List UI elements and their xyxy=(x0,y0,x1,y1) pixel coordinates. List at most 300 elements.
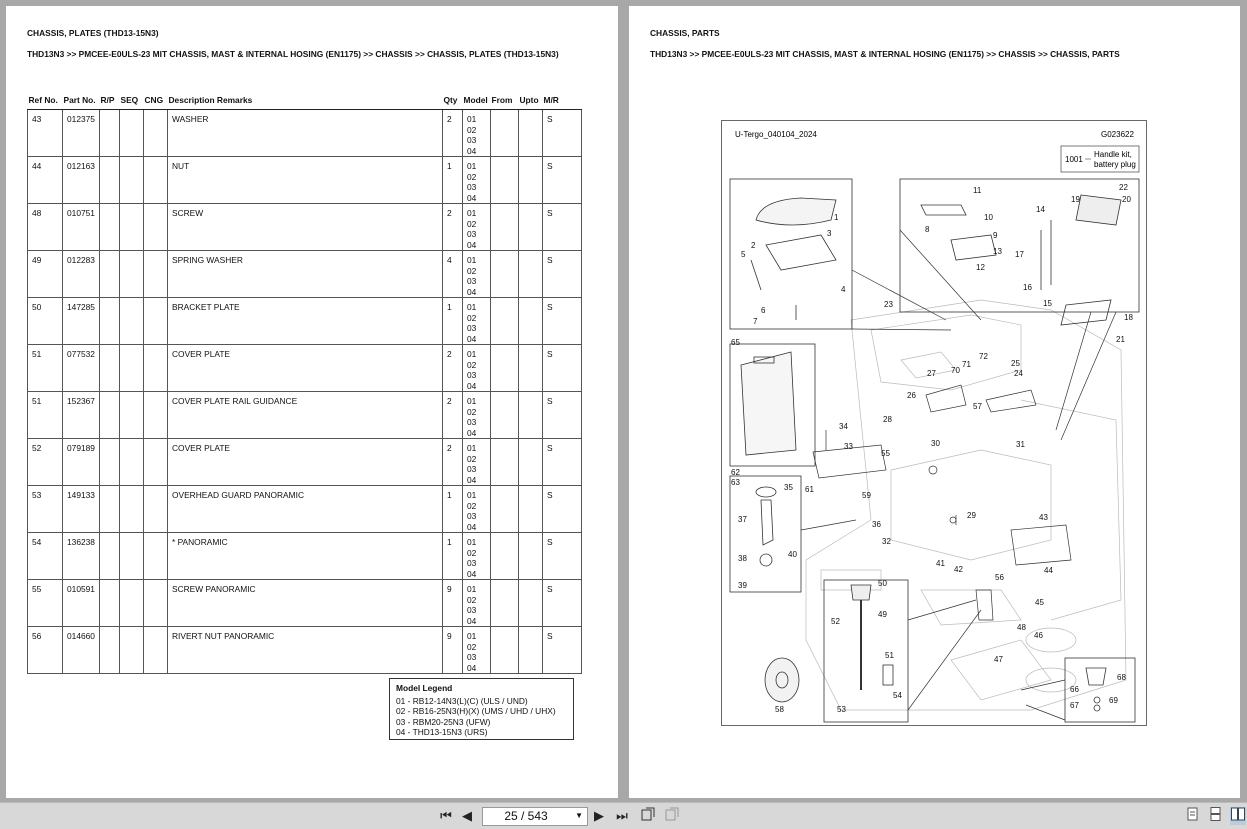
table-row xyxy=(28,204,582,251)
callout-number: 39 xyxy=(738,581,747,590)
description-cell: * PANORAMIC xyxy=(168,533,443,580)
parts-table xyxy=(27,94,582,674)
model-code: 03 xyxy=(467,135,477,145)
from-cell xyxy=(491,392,519,439)
model-legend-title: Model Legend xyxy=(396,683,453,693)
model-code: 01 xyxy=(467,208,477,218)
mr-cell: S xyxy=(543,298,582,345)
description-cell: NUT xyxy=(168,157,443,204)
model-code: 03 xyxy=(467,417,477,427)
seq-cell xyxy=(120,533,144,580)
right-page xyxy=(629,6,1240,798)
qty-cell: 4 xyxy=(443,251,463,298)
callout-number: 41 xyxy=(936,559,945,568)
callout-number: 67 xyxy=(1070,701,1079,710)
model-cell xyxy=(463,580,491,627)
from-cell xyxy=(491,298,519,345)
model-code: 02 xyxy=(467,312,477,323)
part-no-cell: 077532 xyxy=(63,345,100,392)
table-header xyxy=(28,94,582,110)
description-cell: COVER PLATE xyxy=(168,439,443,486)
description-cell: SCREW xyxy=(168,204,443,251)
model-code: 04 xyxy=(467,568,477,579)
callout-number: 45 xyxy=(1035,598,1044,607)
note-line-2: battery plug xyxy=(1094,160,1136,169)
rp-cell xyxy=(100,486,120,533)
table-row xyxy=(28,580,582,627)
callout-number: 8 xyxy=(925,225,930,234)
model-code: 03 xyxy=(467,605,477,615)
model-cell xyxy=(463,486,491,533)
model-cell xyxy=(463,533,491,580)
callout-number: 15 xyxy=(1043,299,1052,308)
qty-cell: 1 xyxy=(443,298,463,345)
callout-number: 17 xyxy=(1015,250,1024,259)
table-row xyxy=(28,439,582,486)
model-code: 01 xyxy=(467,631,477,641)
ref-no-cell: 43 xyxy=(28,110,63,157)
seq-cell xyxy=(120,439,144,486)
model-code: 04 xyxy=(467,333,477,344)
qty-cell: 2 xyxy=(443,110,463,157)
description-cell: SCREW PANORAMIC xyxy=(168,580,443,627)
ref-no-cell: 54 xyxy=(28,533,63,580)
model-code: 03 xyxy=(467,370,477,380)
next-page-icon[interactable]: ▶ xyxy=(594,808,604,823)
callout-number: 33 xyxy=(844,442,853,451)
model-code: 02 xyxy=(467,406,477,417)
model-cell xyxy=(463,627,491,674)
callout-number: 20 xyxy=(1122,195,1131,204)
rp-cell xyxy=(100,110,120,157)
callout-number: 10 xyxy=(984,213,993,222)
description-cell: BRACKET PLATE xyxy=(168,298,443,345)
table-row xyxy=(28,533,582,580)
model-code: 03 xyxy=(467,511,477,521)
ref-no-cell: 50 xyxy=(28,298,63,345)
model-code: 03 xyxy=(467,652,477,662)
legend-line: 01 - RB12-14N3(L)(C) (ULS / UND) xyxy=(396,696,528,707)
mr-cell: S xyxy=(543,486,582,533)
table-row xyxy=(28,627,582,674)
qty-cell: 1 xyxy=(443,157,463,204)
rp-cell xyxy=(100,157,120,204)
col-seq: SEQ xyxy=(120,94,144,110)
callout-number: 65 xyxy=(731,338,740,347)
rp-cell xyxy=(100,580,120,627)
seq-cell xyxy=(120,627,144,674)
model-code: 04 xyxy=(467,286,477,297)
seq-cell xyxy=(120,392,144,439)
model-code: 02 xyxy=(467,453,477,464)
model-code: 01 xyxy=(467,114,477,124)
col-ref: Ref No. xyxy=(28,94,63,110)
callout-number: 52 xyxy=(831,617,840,626)
callout-number: 16 xyxy=(1023,283,1032,292)
callout-number: 26 xyxy=(907,391,916,400)
qty-cell: 9 xyxy=(443,580,463,627)
mr-cell: S xyxy=(543,110,582,157)
callout-number: 69 xyxy=(1109,696,1118,705)
callout-number: 35 xyxy=(784,483,793,492)
upto-cell xyxy=(519,345,543,392)
exploded-parts-drawing xyxy=(721,120,1149,728)
description-cell: COVER PLATE RAIL GUIDANCE xyxy=(168,392,443,439)
col-part: Part No. xyxy=(63,94,100,110)
callout-number: 43 xyxy=(1039,513,1048,522)
continuous-page-icon[interactable] xyxy=(1209,807,1223,825)
from-cell xyxy=(491,345,519,392)
qty-cell: 1 xyxy=(443,533,463,580)
rp-cell xyxy=(100,204,120,251)
ref-no-cell: 49 xyxy=(28,251,63,298)
mr-cell: S xyxy=(543,204,582,251)
callout-number: 29 xyxy=(967,511,976,520)
rp-cell xyxy=(100,533,120,580)
upto-cell xyxy=(519,204,543,251)
model-code: 01 xyxy=(467,302,477,312)
model-code: 02 xyxy=(467,171,477,182)
callout-number: 21 xyxy=(1116,335,1125,344)
model-code: 01 xyxy=(467,255,477,265)
ref-no-cell: 55 xyxy=(28,580,63,627)
qty-cell: 2 xyxy=(443,345,463,392)
model-code: 02 xyxy=(467,218,477,229)
col-upto: Upto xyxy=(519,94,543,110)
upto-cell xyxy=(519,298,543,345)
mr-cell: S xyxy=(543,251,582,298)
part-no-cell: 136238 xyxy=(63,533,100,580)
model-code: 01 xyxy=(467,537,477,547)
upto-cell xyxy=(519,533,543,580)
callout-number: 28 xyxy=(883,415,892,424)
cng-cell xyxy=(144,204,168,251)
part-no-cell: 014660 xyxy=(63,627,100,674)
model-code: 04 xyxy=(467,474,477,485)
single-page-icon[interactable] xyxy=(1186,807,1200,825)
upto-cell xyxy=(519,251,543,298)
col-desc: Description Remarks xyxy=(168,94,443,110)
wheel xyxy=(765,658,799,702)
last-page-icon[interactable]: ⏭ xyxy=(616,808,628,823)
col-mr: M/R xyxy=(543,94,582,110)
callout-number: 62 xyxy=(731,468,740,477)
callout-number: 55 xyxy=(881,449,890,458)
callout-number: 13 xyxy=(993,247,1002,256)
part-no-cell: 147285 xyxy=(63,298,100,345)
cng-cell xyxy=(144,486,168,533)
model-cell xyxy=(463,110,491,157)
callout-number: 25 xyxy=(1011,359,1020,368)
callout-number: 37 xyxy=(738,515,747,524)
description-cell: SPRING WASHER xyxy=(168,251,443,298)
callout-number: 3 xyxy=(827,229,832,238)
table-row xyxy=(28,345,582,392)
model-code: 04 xyxy=(467,380,477,391)
model-code: 02 xyxy=(467,265,477,276)
table-row xyxy=(28,392,582,439)
callout-number: 7 xyxy=(753,317,758,326)
callout-number: 11 xyxy=(973,186,982,195)
callout-number: 36 xyxy=(872,520,881,529)
rp-cell xyxy=(100,439,120,486)
callout-number: 66 xyxy=(1070,685,1079,694)
callout-number: 22 xyxy=(1119,183,1128,192)
callout-number: 57 xyxy=(973,402,982,411)
mr-cell: S xyxy=(543,580,582,627)
part-no-cell: 012163 xyxy=(63,157,100,204)
note-line-1: Handle kit, xyxy=(1094,150,1132,159)
rp-cell xyxy=(100,392,120,439)
two-page-icon[interactable] xyxy=(1230,807,1246,825)
callout-number: 47 xyxy=(994,655,1003,664)
col-cng: CNG xyxy=(144,94,168,110)
upto-cell xyxy=(519,157,543,204)
callout-number: 70 xyxy=(951,366,960,375)
callout-number: 19 xyxy=(1071,195,1080,204)
qty-cell: 9 xyxy=(443,627,463,674)
ref-no-cell: 53 xyxy=(28,486,63,533)
callout-number: 56 xyxy=(995,573,1004,582)
table-row xyxy=(28,110,582,157)
model-cell xyxy=(463,251,491,298)
model-code: 03 xyxy=(467,558,477,568)
rp-cell xyxy=(100,251,120,298)
ref-no-cell: 44 xyxy=(28,157,63,204)
qty-cell: 1 xyxy=(443,486,463,533)
cng-cell xyxy=(144,392,168,439)
model-code: 02 xyxy=(467,641,477,652)
upto-cell xyxy=(519,486,543,533)
callout-number: 71 xyxy=(962,360,971,369)
callout-number: 32 xyxy=(882,537,891,546)
callout-number: 53 xyxy=(837,705,846,714)
model-code: 03 xyxy=(467,182,477,192)
callout-number: 42 xyxy=(954,565,963,574)
ref-no-cell: 51 xyxy=(28,345,63,392)
from-cell xyxy=(491,580,519,627)
cng-cell xyxy=(144,110,168,157)
part-no-cell: 149133 xyxy=(63,486,100,533)
model-code: 04 xyxy=(467,427,477,438)
part-no-cell: 010751 xyxy=(63,204,100,251)
callout-number: 50 xyxy=(878,579,887,588)
model-code: 03 xyxy=(467,229,477,239)
callout-number: 38 xyxy=(738,554,747,563)
ref-no-cell: 48 xyxy=(28,204,63,251)
cng-cell xyxy=(144,157,168,204)
left-page xyxy=(6,6,618,798)
model-code: 04 xyxy=(467,521,477,532)
col-model: Model xyxy=(463,94,491,110)
cng-cell xyxy=(144,298,168,345)
legend-line: 02 - RB16-25N3(H)(X) (UMS / UHD / UHX) xyxy=(396,706,556,717)
chevron-down-icon: ▼ xyxy=(575,811,583,820)
model-code: 03 xyxy=(467,276,477,286)
qty-cell: 2 xyxy=(443,204,463,251)
from-cell xyxy=(491,486,519,533)
cng-cell xyxy=(144,251,168,298)
seq-cell xyxy=(120,204,144,251)
callout-number: 51 xyxy=(885,651,894,660)
from-cell xyxy=(491,533,519,580)
viewer-toolbar xyxy=(0,802,1247,829)
callout-number: 1 xyxy=(834,213,839,222)
seq-cell xyxy=(120,345,144,392)
model-cell xyxy=(463,157,491,204)
callout-number: 54 xyxy=(893,691,902,700)
description-cell: COVER PLATE xyxy=(168,345,443,392)
parts-table-body xyxy=(28,110,582,674)
part-no-cell: 012283 xyxy=(63,251,100,298)
cng-cell xyxy=(144,439,168,486)
callout-number: 2 xyxy=(751,241,756,250)
seq-cell xyxy=(120,251,144,298)
callout-number: 18 xyxy=(1124,313,1133,322)
callout-number: 9 xyxy=(993,231,998,240)
upto-cell xyxy=(519,580,543,627)
seq-cell xyxy=(120,157,144,204)
seq-cell xyxy=(120,110,144,157)
col-from: From xyxy=(491,94,519,110)
ref-no-cell: 56 xyxy=(28,627,63,674)
callout-number: 49 xyxy=(878,610,887,619)
table-row xyxy=(28,157,582,204)
from-cell xyxy=(491,157,519,204)
table-row xyxy=(28,486,582,533)
model-code: 04 xyxy=(467,192,477,203)
breadcrumb: THD13N3 >> PMCEE-E0ULS-23 MIT CHASSIS, MAST & INTERNAL HOSING (EN1175) >> CHASSIS >> CHASSIS, PARTS xyxy=(650,49,1120,59)
cng-cell xyxy=(144,627,168,674)
model-code: 01 xyxy=(467,396,477,406)
callout-number: 4 xyxy=(841,285,846,294)
model-cell xyxy=(463,392,491,439)
model-cell xyxy=(463,204,491,251)
ref-no-cell: 52 xyxy=(28,439,63,486)
mr-cell: S xyxy=(543,439,582,486)
page-number-value: 25 / 543 xyxy=(504,809,548,823)
first-page-icon[interactable]: ⏮ xyxy=(440,808,452,823)
model-code: 04 xyxy=(467,145,477,156)
rp-cell xyxy=(100,298,120,345)
callout-number: 59 xyxy=(862,491,871,500)
callout-number: 46 xyxy=(1034,631,1043,640)
model-code: 04 xyxy=(467,615,477,626)
seq-cell xyxy=(120,298,144,345)
table-row xyxy=(28,251,582,298)
part-no-cell: 010591 xyxy=(63,580,100,627)
part-no-cell: 152367 xyxy=(63,392,100,439)
callout-number: 5 xyxy=(741,250,746,259)
back-view-icon[interactable] xyxy=(640,807,656,825)
callout-number: 34 xyxy=(839,422,848,431)
callout-number: 44 xyxy=(1044,566,1053,575)
callout-number: 58 xyxy=(775,705,784,714)
table-row xyxy=(28,298,582,345)
drawing-source: U-Tergo_040104_2024 xyxy=(735,130,817,139)
model-code: 02 xyxy=(467,547,477,558)
model-code: 03 xyxy=(467,323,477,333)
upto-cell xyxy=(519,439,543,486)
model-code: 01 xyxy=(467,584,477,594)
upto-cell xyxy=(519,110,543,157)
callout-number: 27 xyxy=(927,369,936,378)
model-code: 04 xyxy=(467,239,477,250)
callout-number: 72 xyxy=(979,352,988,361)
col-rp: R/P xyxy=(100,94,120,110)
upto-cell xyxy=(519,392,543,439)
cng-cell xyxy=(144,580,168,627)
model-code: 01 xyxy=(467,443,477,453)
model-code: 03 xyxy=(467,464,477,474)
seq-cell xyxy=(120,580,144,627)
callout-number: 31 xyxy=(1016,440,1025,449)
page-number-select[interactable] xyxy=(482,807,588,826)
col-qty: Qty xyxy=(443,94,463,110)
from-cell xyxy=(491,251,519,298)
callout-number: 6 xyxy=(761,306,766,315)
callout-number: 63 xyxy=(731,478,740,487)
callout-number: 48 xyxy=(1017,623,1026,632)
qty-cell: 2 xyxy=(443,392,463,439)
callout-number: 40 xyxy=(788,550,797,559)
callout-number: 14 xyxy=(1036,205,1045,214)
legend-line: 04 - THD13-15N3 (URS) xyxy=(396,726,488,737)
mr-cell: S xyxy=(543,533,582,580)
model-code: 01 xyxy=(467,349,477,359)
model-code: 01 xyxy=(467,490,477,500)
callout-number: 24 xyxy=(1014,369,1023,378)
part-no-cell: 012375 xyxy=(63,110,100,157)
part-no-cell: 079189 xyxy=(63,439,100,486)
mr-cell: S xyxy=(543,157,582,204)
upto-cell xyxy=(519,627,543,674)
note-number: 1001 xyxy=(1065,155,1083,164)
model-code: 02 xyxy=(467,500,477,511)
from-cell xyxy=(491,627,519,674)
model-code: 04 xyxy=(467,662,477,673)
callout-number: 30 xyxy=(931,439,940,448)
mr-cell: S xyxy=(543,392,582,439)
page-title: CHASSIS, PLATES (THD13-15N3) xyxy=(27,28,159,38)
drawing-code: G023622 xyxy=(1101,130,1134,139)
model-code: 02 xyxy=(467,124,477,135)
forward-view-icon[interactable] xyxy=(664,807,680,825)
cng-cell xyxy=(144,533,168,580)
model-cell xyxy=(463,345,491,392)
mr-cell: S xyxy=(543,627,582,674)
ref-no-cell: 51 xyxy=(28,392,63,439)
description-cell: OVERHEAD GUARD PANORAMIC xyxy=(168,486,443,533)
rp-cell xyxy=(100,345,120,392)
description-cell: RIVERT NUT PANORAMIC xyxy=(168,627,443,674)
prev-page-icon[interactable]: ◀ xyxy=(462,808,472,823)
mr-cell: S xyxy=(543,345,582,392)
model-legend xyxy=(389,678,574,740)
callout-number: 68 xyxy=(1117,673,1126,682)
from-cell xyxy=(491,439,519,486)
qty-cell: 2 xyxy=(443,439,463,486)
from-cell xyxy=(491,110,519,157)
model-code: 01 xyxy=(467,161,477,171)
rp-cell xyxy=(100,627,120,674)
description-cell: WASHER xyxy=(168,110,443,157)
legend-line: 03 - RBM20-25N3 (UFW) xyxy=(396,716,491,727)
model-cell xyxy=(463,298,491,345)
cng-cell xyxy=(144,345,168,392)
page-title: CHASSIS, PARTS xyxy=(650,28,720,38)
from-cell xyxy=(491,204,519,251)
